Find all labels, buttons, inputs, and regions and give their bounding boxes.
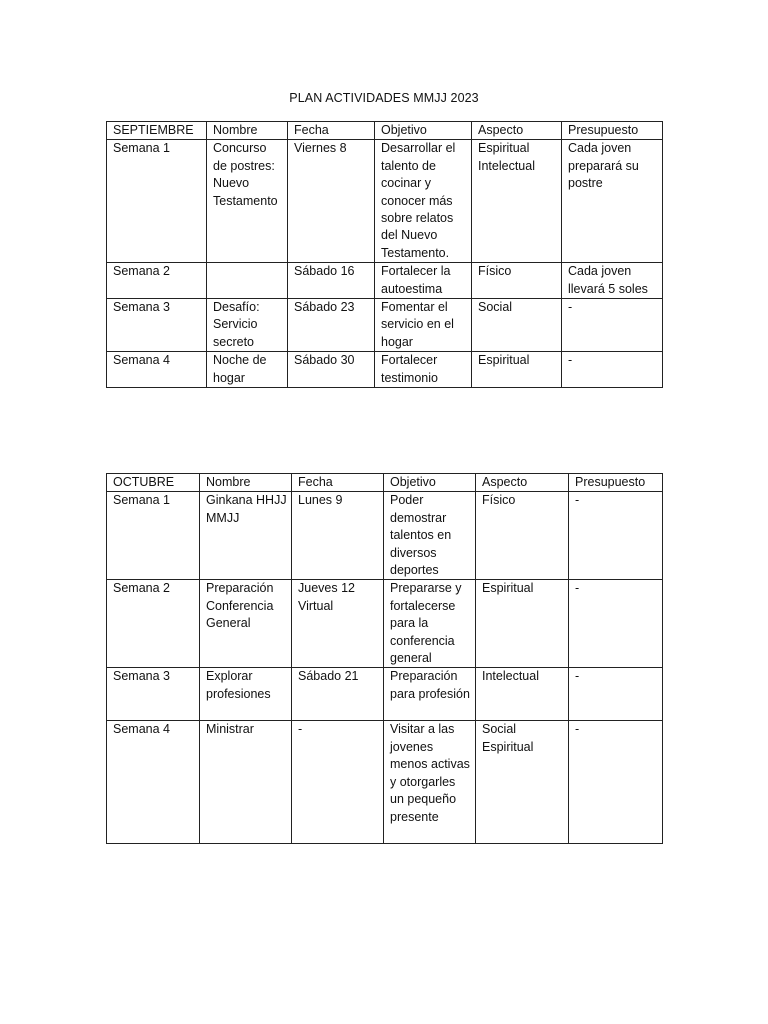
table-row <box>107 492 663 580</box>
table-row <box>107 668 663 721</box>
semana-cell: Semana 1 <box>107 140 207 263</box>
objetivo-cell: Desarrollar el talento de cocinar y conocer más sobre relatos del Nuevo Testamento. <box>375 140 472 263</box>
aspecto-header: Aspecto <box>476 474 569 492</box>
nombre-cell: Explorar profesiones <box>200 668 292 721</box>
nombre-cell: Concurso de postres: Nuevo Testamento <box>207 140 288 263</box>
nombre-cell: Ministrar <box>200 721 292 844</box>
table-row <box>107 299 663 352</box>
aspecto-cell: Social <box>472 299 562 352</box>
semana-cell: Semana 4 <box>107 352 207 388</box>
table-row <box>107 140 663 263</box>
table-row <box>107 263 663 299</box>
nombre-header: Nombre <box>200 474 292 492</box>
aspecto-cell: Espiritual Intelectual <box>472 140 562 263</box>
presupuesto-header: Presupuesto <box>562 122 663 140</box>
presupuesto-cell: - <box>569 668 663 721</box>
september-activities-table <box>106 121 663 388</box>
fecha-cell: Sábado 30 <box>288 352 375 388</box>
presupuesto-header: Presupuesto <box>569 474 663 492</box>
aspecto-cell: Social Espiritual <box>476 721 569 844</box>
fecha-header: Fecha <box>292 474 384 492</box>
aspecto-cell: Físico <box>472 263 562 299</box>
aspecto-header: Aspecto <box>472 122 562 140</box>
nombre-header: Nombre <box>207 122 288 140</box>
table-header-row <box>107 474 663 492</box>
presupuesto-cell: - <box>562 352 663 388</box>
aspecto-cell: Intelectual <box>476 668 569 721</box>
aspecto-cell: Espiritual <box>472 352 562 388</box>
presupuesto-cell: - <box>569 721 663 844</box>
fecha-header: Fecha <box>288 122 375 140</box>
objetivo-cell: Fomentar el servicio en el hogar <box>375 299 472 352</box>
objetivo-header: Objetivo <box>375 122 472 140</box>
nombre-cell: Desafío: Servicio secreto <box>207 299 288 352</box>
presupuesto-cell: Cada joven preparará su postre <box>562 140 663 263</box>
month-header: SEPTIEMBRE <box>107 122 207 140</box>
fecha-cell: Sábado 16 <box>288 263 375 299</box>
aspecto-cell: Espiritual <box>476 580 569 668</box>
presupuesto-cell: - <box>562 299 663 352</box>
nombre-cell <box>207 263 288 299</box>
semana-cell: Semana 3 <box>107 299 207 352</box>
table-row <box>107 352 663 388</box>
fecha-cell: Sábado 23 <box>288 299 375 352</box>
table-row <box>107 580 663 668</box>
nombre-cell: Preparación Conferencia General <box>200 580 292 668</box>
month-header: OCTUBRE <box>107 474 200 492</box>
objetivo-cell: Preparación para profesión <box>384 668 476 721</box>
presupuesto-cell: Cada joven llevará 5 soles <box>562 263 663 299</box>
objetivo-cell: Visitar a las jovenes menos activas y otorgarles un pequeño presente <box>384 721 476 844</box>
fecha-cell: Sábado 21 <box>292 668 384 721</box>
semana-cell: Semana 4 <box>107 721 200 844</box>
objetivo-cell: Poder demostrar talentos en diversos deportes <box>384 492 476 580</box>
presupuesto-cell: - <box>569 580 663 668</box>
table-row <box>107 721 663 844</box>
objetivo-cell: Fortalecer la autoestima <box>375 263 472 299</box>
objetivo-cell: Prepararse y fortalecerse para la conferencia general <box>384 580 476 668</box>
fecha-cell: Lunes 9 <box>292 492 384 580</box>
october-activities-table <box>106 473 663 844</box>
fecha-cell: Jueves 12 Virtual <box>292 580 384 668</box>
nombre-cell: Noche de hogar <box>207 352 288 388</box>
aspecto-cell: Físico <box>476 492 569 580</box>
document-title: PLAN ACTIVIDADES MMJJ 2023 <box>289 91 479 105</box>
semana-cell: Semana 1 <box>107 492 200 580</box>
fecha-cell: Viernes 8 <box>288 140 375 263</box>
semana-cell: Semana 3 <box>107 668 200 721</box>
objetivo-cell: Fortalecer testimonio <box>375 352 472 388</box>
semana-cell: Semana 2 <box>107 580 200 668</box>
fecha-cell: - <box>292 721 384 844</box>
objetivo-header: Objetivo <box>384 474 476 492</box>
table-header-row <box>107 122 663 140</box>
semana-cell: Semana 2 <box>107 263 207 299</box>
presupuesto-cell: - <box>569 492 663 580</box>
nombre-cell: Ginkana HHJJ MMJJ <box>200 492 292 580</box>
